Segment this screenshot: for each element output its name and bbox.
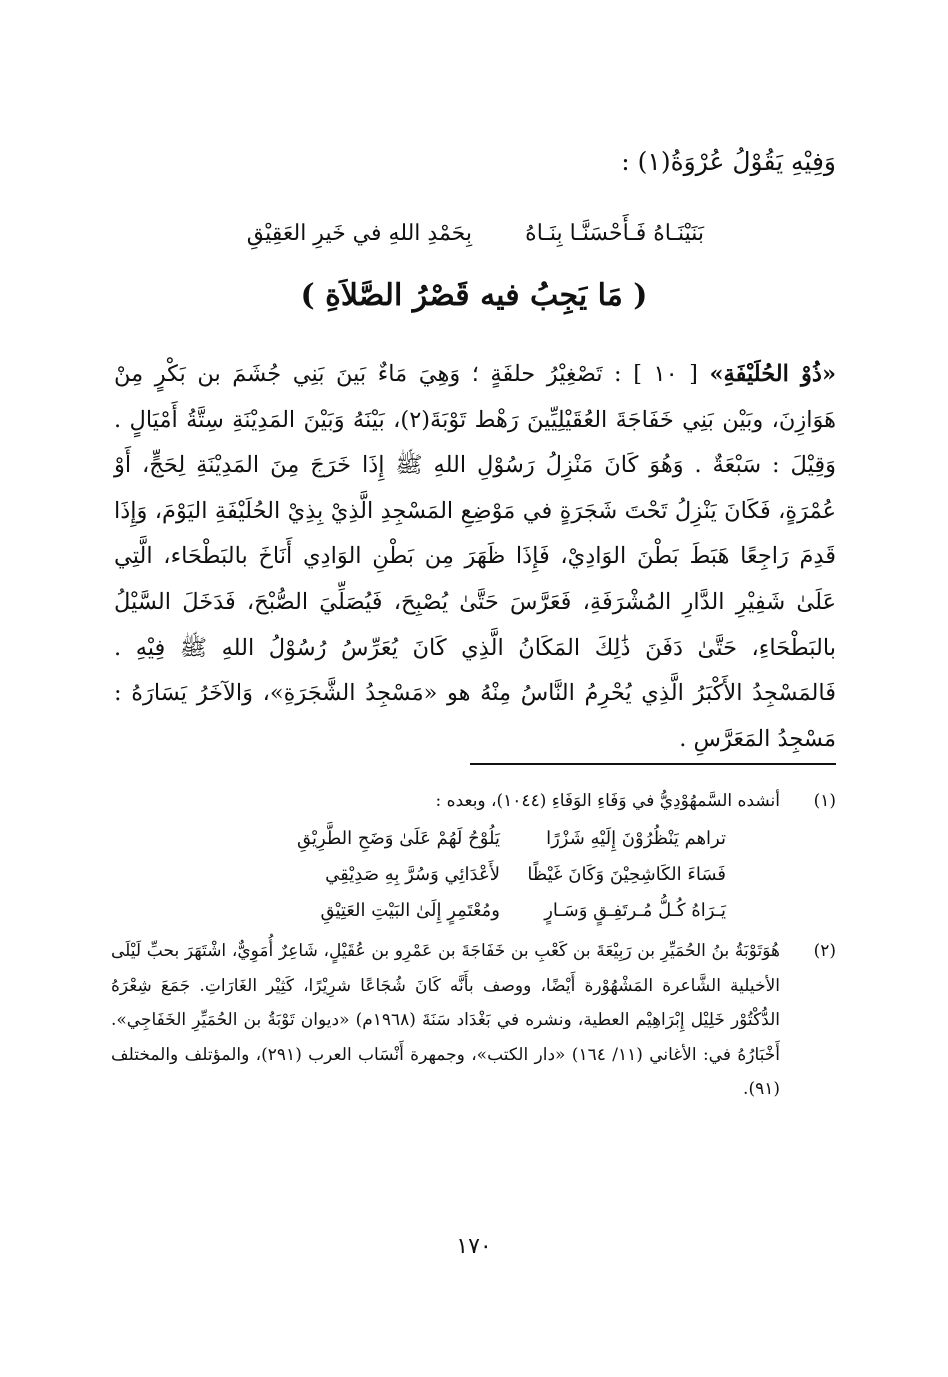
poem-verse [111, 892, 780, 928]
page-number: ١٧٠ [456, 1234, 492, 1259]
poem-hemistich: تراهم يَنْظُرُوْنَ إِلَيْهِ شَزْرًا [546, 828, 726, 849]
footnote-1-text: أنشده السَّمهُوْدِيُّ في وَفَاءِ الوَفَاءِ (١٠٤٤)، وبعده : [435, 791, 780, 811]
intro-line: وَفِيْهِ يَقُوْلُ عُرْوَةُ(١) : [621, 147, 836, 176]
footnote-1-poem [111, 820, 780, 928]
section-heading: ( مَا يَجِبُ فيه قَصْرُ الصَّلاَةِ ) [300, 278, 648, 313]
footnotes [111, 785, 836, 1107]
verse-second-hemistich: بِحَمْدِ اللهِ في خَيرِ العَقِيْقِ [246, 221, 472, 246]
verse-first-hemistich: بَنَيْنَـاهُ فَـأَحْسَنَّـا بِنَـاهُ [525, 221, 704, 246]
entry-headword: «ذُوْ الحُلَيْفَةِ» [709, 361, 837, 387]
footnote-2-text: هُوَتَوْبَةُ بنُ الحُمَيِّرِ بن رَبِيْعَةَ بن كَعْبِ بن خَفَاجَةَ بن عَمْرِو بن عُقَيْلٍ، شَاعِرٌ أُمَوِيٌّ، اشْتَهَرَ بحبِّ لَيْلَى الأخيلية الشَّاعرة المَشْهُوْرة أَيْضًا، ووصف بأَنَّه كَانَ شُجَاعًا شرِيْرًا، كَثِيْر الغَارَاتِ. جَمَعَ شِعْرَهُ الدُّكْتُوْر خَلِيْل إِبْرَاهِيْم العطية، ونشره في بَغْدَاد سَنَةَ (١٩٦٨م) «ديوان تَوْبَةُ بن الحُمَيِّرِ الخَفَاجِي». أَخْبَارُهُ في: الأغاني (١١/ ١٦٤) «دار الكتب»، وجمهرة أَنْسَاب العرب (٢٩١)، والمؤتلف والمختلف (٩١). [111, 941, 780, 1099]
poem-verse [111, 820, 780, 856]
footnote-separator [470, 763, 836, 765]
footnote-1 [111, 785, 836, 928]
entry-paragraph [114, 352, 836, 762]
poem-hemistich: ومُعْتَمِرٍ إِلَىٰ البَيْتِ العَتِيْقِ [320, 900, 500, 921]
poem-hemistich: يَـرَاهُ كُـلُّ مُـرتَفِـقٍ وَسَـارٍ [544, 900, 726, 921]
footnote-1-number: (١) [813, 791, 836, 811]
poem-hemistich: فَسَاءَ الكَاشِحِيْنَ وَكَانَ غَيْظًا [527, 864, 726, 885]
footnote-2-number: (٢) [813, 941, 836, 961]
poem-hemistich: يَلُوْحُ لَهُمْ عَلَىٰ وَضَحِ الطَّرِيْقِ [296, 828, 500, 849]
entry-number: [ ١٠ ] [633, 361, 698, 387]
poem-hemistich: لأَعْدَائِي وَسُرَّ بِهِ صَدِيْقِي [325, 864, 500, 885]
entry-body: : تَصْغِيْرُ حلفَةٍ ؛ وَهِيَ مَاءٌ بَينَ بَنِي جُشَمَ بن بَكْرٍ مِنْ هَوَازِنَ، وبَيْن بَنِي خَفَاجَةَ العُقَيْلِيِّينَ رَهْط تَوْبَةَ(٢)، بَيْنَهُ وَبَيْنَ المَدِيْنَةِ سِتَّةُ أَمْيَالٍ . وَقِيْلَ : سَبْعَةٌ . وَهُوَ كَانَ مَنْزِلُ رَسُوْلِ اللهِ ﷺ إِذَا خَرَجَ مِنَ المَدِيْنَةِ لِحَجٍّ، أَوْ عُمْرَةٍ، فَكَانَ يَنْزِلُ تَحْتَ شَجَرَةٍ في مَوْضِعِ المَسْجِدِ الَّذِيْ بِذِيْ الحُلَيْفَةِ اليَوْمَ، وَإِذَا قَدِمَ رَاجِعًا هَبَطَ بَطْنَ الوَادِيْ، فَإِذَا ظَهَرَ مِن بَطْنِ الوَادِي أَنَاخَ بالبَطْحَاء، الَّتِي عَلَىٰ شَفِيْرِ الدَّارِ المُشْرَفَةِ، فَعَرَّسَ حَتَّىٰ يُصْبِحَ، فَيُصَلِّيَ الصُّبْحَ، فَدَخَلَ السَّيْلُ بالبَطْحَاءِ، حَتَّىٰ دَفَنَ ذَٰلِكَ المَكَانُ الَّذِي كَانَ يُعَرِّسُ رُسُوْلُ اللهِ ﷺ فِيْهِ . فَالمَسْجِدُ الأَكْبَرُ الَّذِي يُحْرِمُ النَّاسُ مِنْهُ هو «مَسْجِدُ الشَّجَرَةِ»، وَالآخَرُ يَسَارَهُ : مَسْجِدُ المَعَرَّسِ . [114, 361, 836, 752]
footnote-2 [111, 934, 836, 1107]
poem-verse [111, 856, 780, 892]
